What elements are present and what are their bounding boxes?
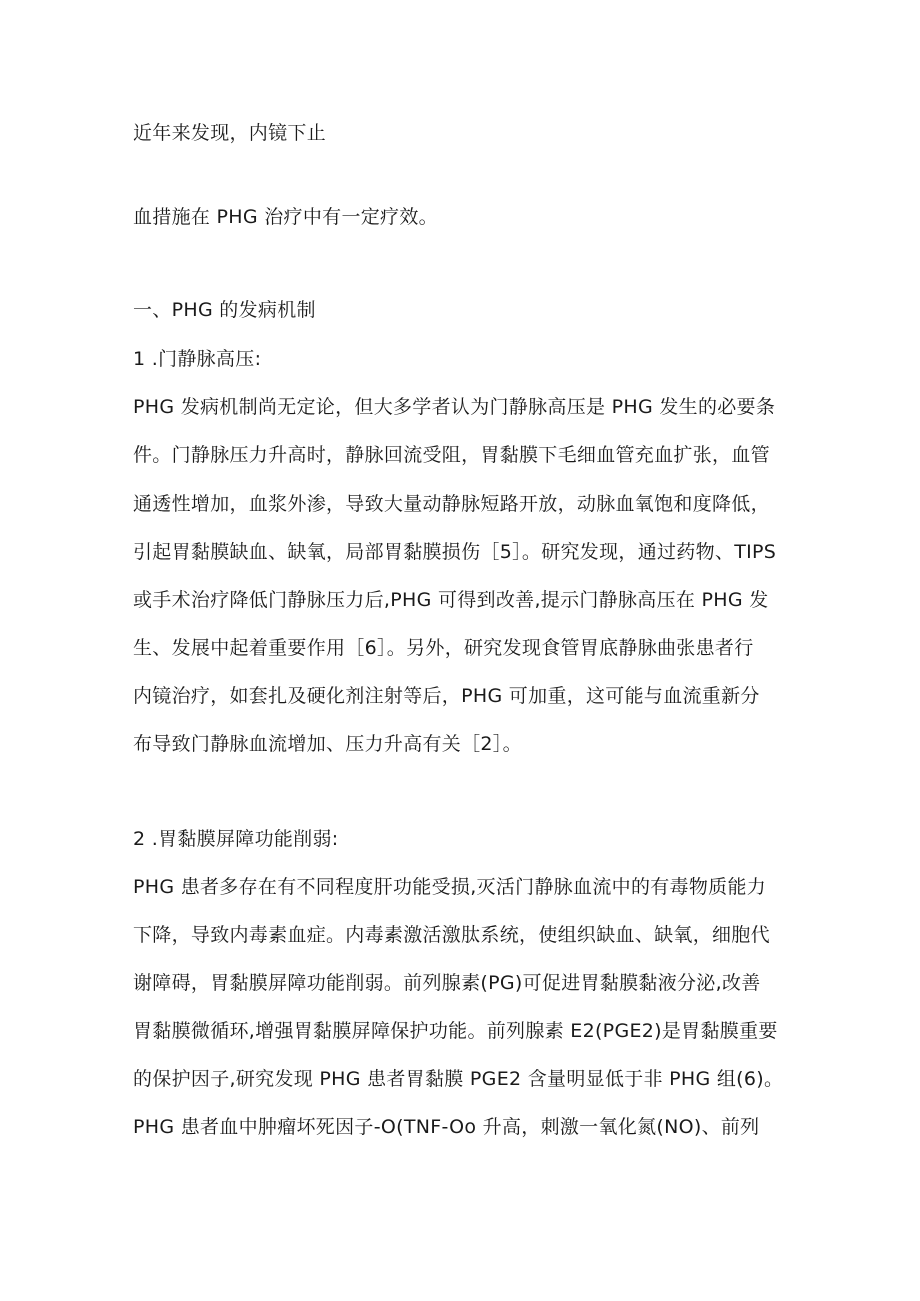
subsection-2-line-3: 谢障碍，胃黏膜屏障功能削弱。前列腺素(PG)可促进胃黏膜黏液分泌,改善: [133, 972, 761, 994]
subsection-1-heading: 1 .门静脉高压:: [133, 348, 262, 370]
subsection-1-line-1: PHG 发病机制尚无定论，但大多学者认为门静脉高压是 PHG 发生的必要条: [133, 396, 776, 418]
subsection-1-line-6: 生、发展中起着重要作用［6］。另外，研究发现食管胃底静脉曲张患者行: [133, 637, 754, 659]
intro-line-1: 近年来发现，内镜下止: [133, 122, 327, 144]
subsection-2-line-1: PHG 患者多存在有不同程度肝功能受损,灭活门静脉血流中的有毒物质能力: [133, 876, 767, 898]
intro-line-2: 血措施在 PHG 治疗中有一定疗效。: [133, 206, 438, 228]
subsection-2-line-4: 胃黏膜微循环,增强胃黏膜屏障保护功能。前列腺素 E2(PGE2)是胃黏膜重要: [133, 1020, 778, 1042]
subsection-1-line-4: 引起胃黏膜缺血、缺氧，局部胃黏膜损伤［5］。研究发现，通过药物、TIPS: [133, 541, 777, 563]
section-heading: 一、PHG 的发病机制: [133, 299, 316, 321]
subsection-1-line-7: 内镜治疗，如套扎及硬化剂注射等后，PHG 可加重，这可能与血流重新分: [133, 685, 760, 707]
subsection-1-line-8: 布导致门静脉血流增加、压力升高有关［2］。: [133, 733, 522, 755]
subsection-2-line-6: PHG 患者血中肿瘤坏死因子-O(TNF-Oo 升高，刺激一氧化氮(NO)、前列: [133, 1116, 760, 1138]
subsection-2-heading: 2 .胃黏膜屏障功能削弱:: [133, 828, 339, 850]
subsection-1-line-3: 通透性增加，血浆外渗，导致大量动静脉短路开放，动脉血氧饱和度降低，: [133, 493, 770, 515]
subsection-1-line-5: 或手术治疗降低门静脉压力后,PHG 可得到改善,提示门静脉高压在 PHG 发: [133, 589, 769, 611]
subsection-1-line-2: 件。门静脉压力升高时，静脉回流受阻，胃黏膜下毛细血管充血扩张，血管: [133, 444, 770, 466]
subsection-2-line-5: 的保护因子,研究发现 PHG 患者胃黏膜 PGE2 含量明显低于非 PHG 组(6)。: [133, 1068, 784, 1090]
subsection-2-line-2: 下降，导致内毒素血症。内毒素激活激肽系统，使组织缺血、缺氧，细胞代: [133, 924, 770, 946]
